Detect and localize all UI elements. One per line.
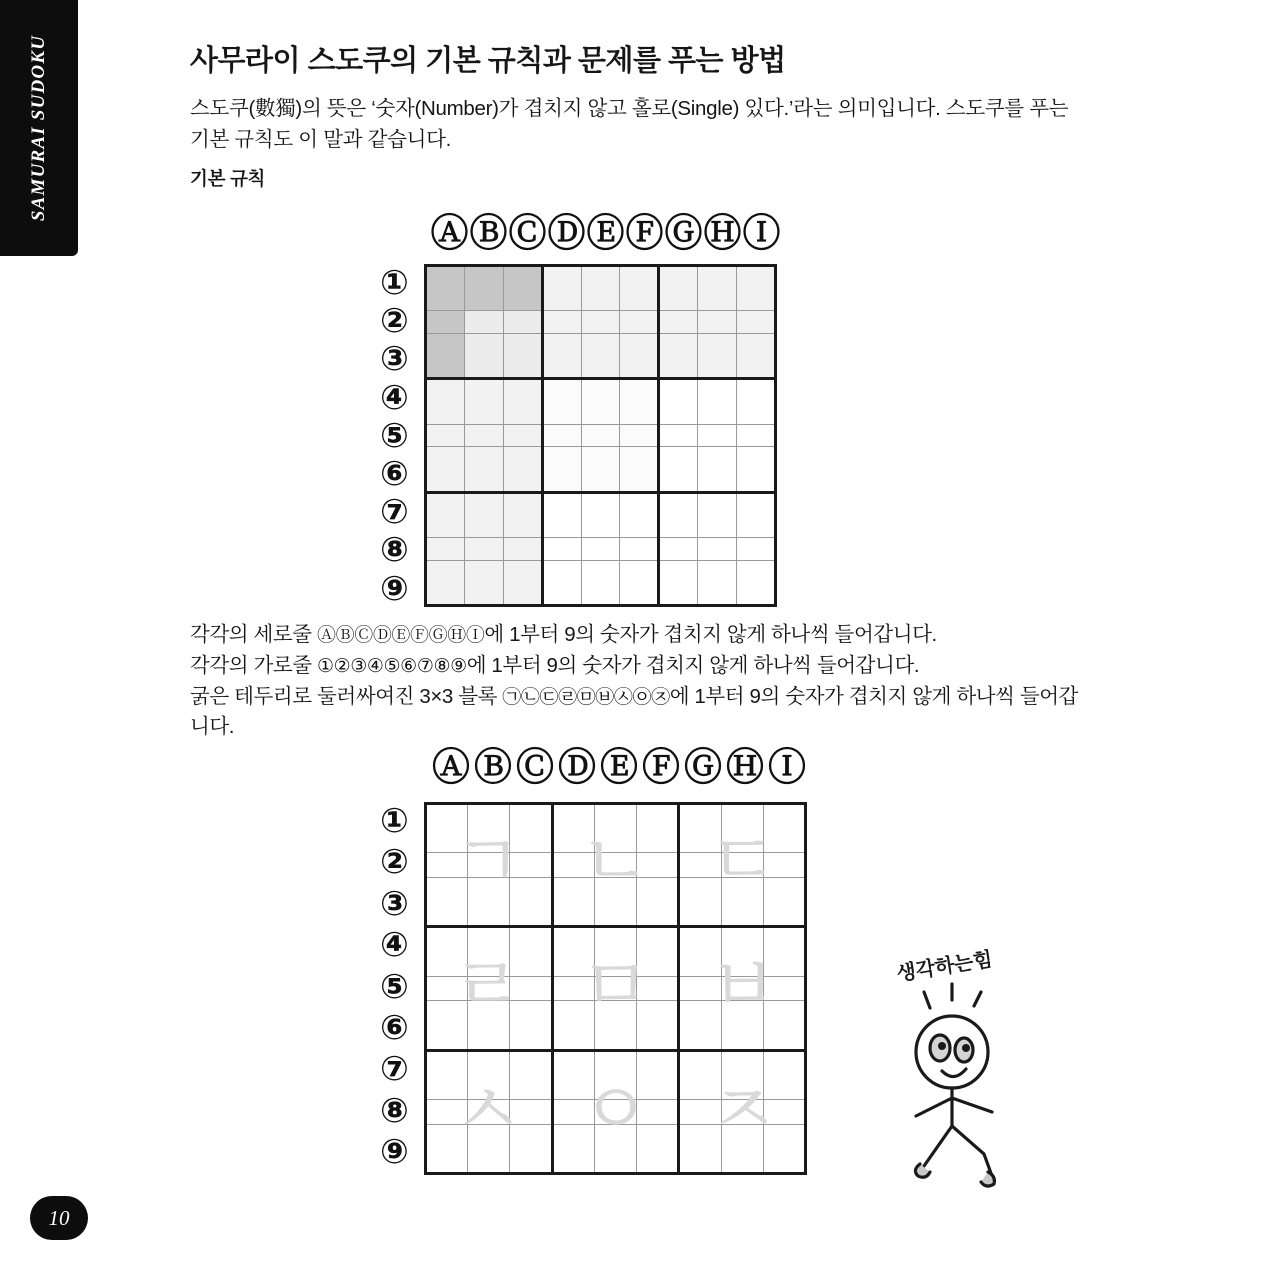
grid-cell[interactable] xyxy=(503,560,542,605)
block-letter-5: ㅁ xyxy=(579,942,652,1029)
grid-cell[interactable] xyxy=(510,927,552,976)
grid2-table xyxy=(424,802,807,1175)
grid-cell[interactable] xyxy=(698,447,737,492)
side-tab-label: SAMURAI SUDOKU xyxy=(28,34,49,222)
block-letter-4: ㄹ xyxy=(452,942,524,1029)
rule2-rows: ①②③④⑤⑥⑦⑧⑨ xyxy=(317,654,467,677)
grid-cell[interactable] xyxy=(620,560,659,605)
grid-cell[interactable] xyxy=(698,560,737,605)
grid-cell[interactable] xyxy=(620,311,659,334)
grid-cell[interactable] xyxy=(737,266,776,311)
block-letter-6: ㅂ xyxy=(707,942,779,1029)
col-header-i: Ⓘ xyxy=(742,211,781,255)
grid-cell[interactable] xyxy=(510,804,552,853)
grid-cell[interactable] xyxy=(464,379,503,424)
rule-line-3 xyxy=(190,682,1090,744)
grid-cell[interactable] xyxy=(468,804,510,853)
grid-cell[interactable] xyxy=(426,927,468,976)
grid-cell[interactable] xyxy=(679,927,721,976)
col-header-e: Ⓔ xyxy=(599,745,638,789)
grid-cell[interactable] xyxy=(552,976,594,1001)
grid-cell[interactable] xyxy=(426,804,468,853)
col-header-h: Ⓗ xyxy=(703,211,742,255)
grid-cell[interactable] xyxy=(426,976,468,1001)
grid-cell[interactable] xyxy=(468,1124,510,1173)
grid-cell[interactable] xyxy=(637,1050,679,1099)
grid-cell[interactable] xyxy=(620,266,659,311)
grid1-table xyxy=(424,264,777,607)
grid-cell[interactable] xyxy=(620,333,659,378)
col-header-e: Ⓔ xyxy=(586,211,625,255)
grid-cell[interactable] xyxy=(510,853,552,878)
grid-row xyxy=(426,927,806,976)
col-header-b: Ⓑ xyxy=(469,211,508,255)
grid-cell[interactable] xyxy=(542,379,581,424)
grid-cell[interactable] xyxy=(468,877,510,926)
side-tab xyxy=(0,0,78,256)
grid-cell[interactable] xyxy=(581,424,620,447)
grid-cell[interactable] xyxy=(763,1050,805,1099)
grid-cell[interactable] xyxy=(659,492,698,537)
grid-row xyxy=(426,976,806,1001)
rule1-columns: ⒶⒷⒸⒹⒺⒻⒼⒽⒾ xyxy=(317,624,485,646)
grid-cell[interactable] xyxy=(721,1099,763,1124)
grid-cell[interactable] xyxy=(721,804,763,853)
grid-cell[interactable] xyxy=(637,976,679,1001)
grid-cell[interactable] xyxy=(552,1050,594,1099)
grid-cell[interactable] xyxy=(542,537,581,560)
grid-cell[interactable] xyxy=(637,927,679,976)
grid-cell[interactable] xyxy=(552,877,594,926)
grid-cell[interactable] xyxy=(510,976,552,1001)
grid-cell[interactable] xyxy=(510,1099,552,1124)
row-header-7: ⑦ xyxy=(380,492,409,533)
grid-cell[interactable] xyxy=(679,1124,721,1173)
grid-cell[interactable] xyxy=(464,266,503,311)
grid-cell[interactable] xyxy=(594,1124,636,1173)
grid-cell[interactable] xyxy=(763,1099,805,1124)
grid-cell[interactable] xyxy=(659,560,698,605)
grid-cell[interactable] xyxy=(679,976,721,1001)
grid-cell[interactable] xyxy=(542,447,581,492)
grid-cell[interactable] xyxy=(464,447,503,492)
grid-row xyxy=(426,853,806,878)
grid-cell[interactable] xyxy=(637,1001,679,1050)
grid-cell[interactable] xyxy=(503,379,542,424)
grid-cell[interactable] xyxy=(468,1099,510,1124)
grid-cell[interactable] xyxy=(426,492,465,537)
row-header-4: ④ xyxy=(380,925,409,966)
grid-cell[interactable] xyxy=(737,311,776,334)
grid-cell[interactable] xyxy=(542,266,581,311)
grid-cell[interactable] xyxy=(594,877,636,926)
grid-cell[interactable] xyxy=(468,1001,510,1050)
row-header-2: ② xyxy=(380,301,409,342)
rule2-prefix: 각각의 가로줄 xyxy=(190,653,318,677)
grid-cell[interactable] xyxy=(620,537,659,560)
rule1-suffix: 에 1부터 9의 숫자가 겹치지 않게 하나씩 들어갑니다. xyxy=(484,623,937,646)
grid1-column-headers xyxy=(430,211,782,255)
grid-cell[interactable] xyxy=(581,447,620,492)
grid-cell[interactable] xyxy=(426,424,465,447)
grid-cell[interactable] xyxy=(637,853,679,878)
grid-cell[interactable] xyxy=(542,492,581,537)
grid-cell[interactable] xyxy=(659,379,698,424)
grid-cell[interactable] xyxy=(426,853,468,878)
row-header-1: ① xyxy=(380,263,409,303)
grid-cell[interactable] xyxy=(679,877,721,926)
grid-cell[interactable] xyxy=(542,311,581,334)
grid-cell[interactable] xyxy=(637,877,679,926)
grid-cell[interactable] xyxy=(581,560,620,605)
grid-cell[interactable] xyxy=(737,537,776,560)
grid-cell[interactable] xyxy=(763,1124,805,1173)
grid-cell[interactable] xyxy=(464,424,503,447)
rule-line-2 xyxy=(190,651,1100,682)
grid-cell[interactable] xyxy=(552,804,594,853)
rule2-suffix: 에 1부터 9의 숫자가 겹치지 않게 하나씩 들어갑니다. xyxy=(466,653,920,677)
grid-cell[interactable] xyxy=(552,927,594,976)
grid-row xyxy=(426,1124,806,1173)
grid-cell[interactable] xyxy=(510,1124,552,1173)
grid-cell[interactable] xyxy=(737,379,776,424)
grid-cell[interactable] xyxy=(698,311,737,334)
col-header-f: Ⓕ xyxy=(625,211,664,255)
grid-cell[interactable] xyxy=(763,976,805,1001)
page-number: 10 xyxy=(30,1196,88,1240)
grid-cell[interactable] xyxy=(637,804,679,853)
grid-cell[interactable] xyxy=(698,537,737,560)
page-header xyxy=(190,44,1110,191)
grid-cell[interactable] xyxy=(552,853,594,878)
grid-cell[interactable] xyxy=(503,311,542,334)
grid-cell[interactable] xyxy=(426,447,465,492)
row-header-6: ⑥ xyxy=(380,453,409,494)
row-header-2: ② xyxy=(380,842,409,883)
mascot-caption: 생각하는힘 xyxy=(894,946,995,986)
col-header-i: Ⓘ xyxy=(767,745,806,789)
grid2-column-headers xyxy=(430,745,820,789)
grid-cell[interactable] xyxy=(721,1124,763,1173)
grid-cell[interactable] xyxy=(721,927,763,976)
grid-cell[interactable] xyxy=(542,333,581,378)
col-header-h: Ⓗ xyxy=(725,745,764,789)
grid-cell[interactable] xyxy=(552,1124,594,1173)
page-title: 사무라이 스도쿠의 기본 규칙과 문제를 푸는 방법 xyxy=(190,45,786,77)
grid-cell[interactable] xyxy=(464,311,503,334)
grid-cell[interactable] xyxy=(503,266,542,311)
grid-cell[interactable] xyxy=(763,804,805,853)
grid-row xyxy=(426,877,806,926)
grid-cell[interactable] xyxy=(679,853,721,878)
row-header-3: ③ xyxy=(380,883,409,924)
col-header-b: Ⓑ xyxy=(473,745,512,789)
grid-cell[interactable] xyxy=(721,976,763,1001)
row-header-9: ⑨ xyxy=(380,568,409,609)
grid-cell[interactable] xyxy=(503,492,542,537)
grid-cell[interactable] xyxy=(737,333,776,378)
grid-cell[interactable] xyxy=(426,537,465,560)
rule1-prefix: 각각의 세로줄 xyxy=(190,623,318,646)
grid-cell[interactable] xyxy=(581,311,620,334)
grid-row xyxy=(426,1050,806,1099)
grid-cell[interactable] xyxy=(426,877,468,926)
grid-cell[interactable] xyxy=(503,447,542,492)
grid-cell[interactable] xyxy=(581,333,620,378)
grid-cell[interactable] xyxy=(426,560,465,605)
grid-cell[interactable] xyxy=(698,424,737,447)
grid-cell[interactable] xyxy=(659,424,698,447)
grid-cell[interactable] xyxy=(637,1099,679,1124)
row-header-1: ① xyxy=(380,801,409,841)
grid-cell[interactable] xyxy=(426,311,465,334)
row-header-4: ④ xyxy=(380,377,409,418)
grid1-row-headers xyxy=(380,263,409,610)
grid-cell[interactable] xyxy=(542,560,581,605)
grid-cell[interactable] xyxy=(698,333,737,378)
grid-row xyxy=(426,492,776,537)
grid-cell[interactable] xyxy=(594,804,636,853)
grid-row xyxy=(426,266,776,311)
grid-cell[interactable] xyxy=(737,492,776,537)
rule3-prefix: 굵은 테두리로 둘러싸여진 3×3 블록 xyxy=(190,684,503,708)
block-letter-1: ㄱ xyxy=(452,818,524,905)
grid-cell[interactable] xyxy=(721,877,763,926)
col-header-d: Ⓓ xyxy=(547,211,586,255)
grid-cell[interactable] xyxy=(620,424,659,447)
grid-row xyxy=(426,1001,806,1050)
grid-cell[interactable] xyxy=(426,333,465,378)
grid-cell[interactable] xyxy=(426,1050,468,1099)
col-header-f: Ⓕ xyxy=(641,745,680,789)
grid-cell[interactable] xyxy=(581,266,620,311)
col-header-c: Ⓒ xyxy=(515,745,554,789)
grid2-row-headers xyxy=(380,801,409,1177)
grid-cell[interactable] xyxy=(659,311,698,334)
grid-row xyxy=(426,447,776,492)
grid-cell[interactable] xyxy=(503,333,542,378)
grid-cell[interactable] xyxy=(468,976,510,1001)
grid-row xyxy=(426,311,776,334)
grid-cell[interactable] xyxy=(468,1050,510,1099)
grid-cell[interactable] xyxy=(679,1099,721,1124)
rule3-blocks: ㉠㉡㉢㉣㉤㉥㉦㉧㉨ xyxy=(502,685,670,708)
row-header-8: ⑧ xyxy=(380,1090,409,1131)
row-header-3: ③ xyxy=(380,339,409,380)
grid-cell[interactable] xyxy=(679,804,721,853)
grid-row xyxy=(426,424,776,447)
grid-cell[interactable] xyxy=(620,379,659,424)
grid-cell[interactable] xyxy=(737,424,776,447)
grid-cell[interactable] xyxy=(659,266,698,311)
grid-cell[interactable] xyxy=(698,492,737,537)
intro-paragraph: 스도쿠(數獨)의 뜻은 ‘숫자(Number)가 겹치지 않고 홀로(Single) 있다.’라는 의미입니다. 스도쿠를 푸는 기본 규칙도 이 말과 같습니다. xyxy=(190,96,1069,151)
grid-cell[interactable] xyxy=(620,492,659,537)
grid-row xyxy=(426,333,776,378)
grid-cell[interactable] xyxy=(594,1001,636,1050)
block-letter-2: ㄴ xyxy=(579,818,652,905)
grid-cell[interactable] xyxy=(698,379,737,424)
grid-row xyxy=(426,379,776,424)
grid-cell[interactable] xyxy=(426,266,465,311)
grid-row xyxy=(426,560,776,605)
grid-cell[interactable] xyxy=(464,333,503,378)
grid-cell[interactable] xyxy=(594,976,636,1001)
grid-cell[interactable] xyxy=(581,492,620,537)
grid-cell[interactable] xyxy=(737,560,776,605)
block-letter-3: ㄷ xyxy=(707,818,779,905)
grid-cell[interactable] xyxy=(594,1050,636,1099)
grid-cell[interactable] xyxy=(464,560,503,605)
col-header-a: Ⓐ xyxy=(431,745,470,789)
grid-cell[interactable] xyxy=(581,537,620,560)
rule3-suffix: 에 1부터 9의 숫자가 겹치지 않게 하나씩 들어갑니다. xyxy=(190,684,1079,739)
grid-cell[interactable] xyxy=(763,877,805,926)
grid-cell[interactable] xyxy=(763,927,805,976)
grid-cell[interactable] xyxy=(721,1050,763,1099)
block-letter-9: ㅈ xyxy=(707,1066,779,1153)
col-header-g: Ⓖ xyxy=(683,745,722,789)
subheading-basic-rules: 기본 규칙 xyxy=(190,168,266,190)
grid-cell[interactable] xyxy=(594,853,636,878)
grid-cell[interactable] xyxy=(510,1001,552,1050)
block-letter-7: ㅅ xyxy=(452,1066,524,1153)
grid-cell[interactable] xyxy=(763,1001,805,1050)
rules-text xyxy=(190,620,1100,743)
row-header-5: ⑤ xyxy=(380,966,409,1007)
mascot-illustration xyxy=(880,940,1040,1190)
grid-row xyxy=(426,1099,806,1124)
grid-cell[interactable] xyxy=(510,877,552,926)
grid-cell[interactable] xyxy=(426,379,465,424)
row-header-6: ⑥ xyxy=(380,1007,409,1048)
grid-cell[interactable] xyxy=(581,379,620,424)
grid-cell[interactable] xyxy=(659,333,698,378)
grid-cell[interactable] xyxy=(426,1124,468,1173)
rule-line-1 xyxy=(190,620,1100,651)
col-header-c: Ⓒ xyxy=(508,211,547,255)
grid-cell[interactable] xyxy=(763,853,805,878)
grid-cell[interactable] xyxy=(426,1099,468,1124)
grid-cell[interactable] xyxy=(698,266,737,311)
col-header-g: Ⓖ xyxy=(664,211,703,255)
grid-cell[interactable] xyxy=(594,927,636,976)
grid-cell[interactable] xyxy=(464,537,503,560)
row-header-8: ⑧ xyxy=(380,530,409,571)
grid-row xyxy=(426,537,776,560)
grid-cell[interactable] xyxy=(594,1099,636,1124)
grid-cell[interactable] xyxy=(679,1001,721,1050)
grid-cell[interactable] xyxy=(721,853,763,878)
grid-cell[interactable] xyxy=(679,1050,721,1099)
grid-cell[interactable] xyxy=(637,1124,679,1173)
grid-cell[interactable] xyxy=(468,853,510,878)
row-header-7: ⑦ xyxy=(380,1049,409,1090)
grid-cell[interactable] xyxy=(659,537,698,560)
grid-cell[interactable] xyxy=(552,1001,594,1050)
grid-cell[interactable] xyxy=(503,424,542,447)
col-header-a: Ⓐ xyxy=(430,211,469,255)
grid-cell[interactable] xyxy=(721,1001,763,1050)
block-letter-8: ㅇ xyxy=(579,1066,652,1153)
grid-cell[interactable] xyxy=(468,927,510,976)
grid-cell[interactable] xyxy=(659,447,698,492)
row-header-5: ⑤ xyxy=(380,415,409,456)
grid-cell[interactable] xyxy=(542,424,581,447)
grid-cell[interactable] xyxy=(620,447,659,492)
grid-cell[interactable] xyxy=(464,492,503,537)
grid-cell[interactable] xyxy=(510,1050,552,1099)
grid-row xyxy=(426,804,806,853)
col-header-d: Ⓓ xyxy=(557,745,596,789)
grid-cell[interactable] xyxy=(503,537,542,560)
grid-cell[interactable] xyxy=(552,1099,594,1124)
grid-cell[interactable] xyxy=(426,1001,468,1050)
row-header-9: ⑨ xyxy=(380,1132,409,1173)
grid-cell[interactable] xyxy=(737,447,776,492)
